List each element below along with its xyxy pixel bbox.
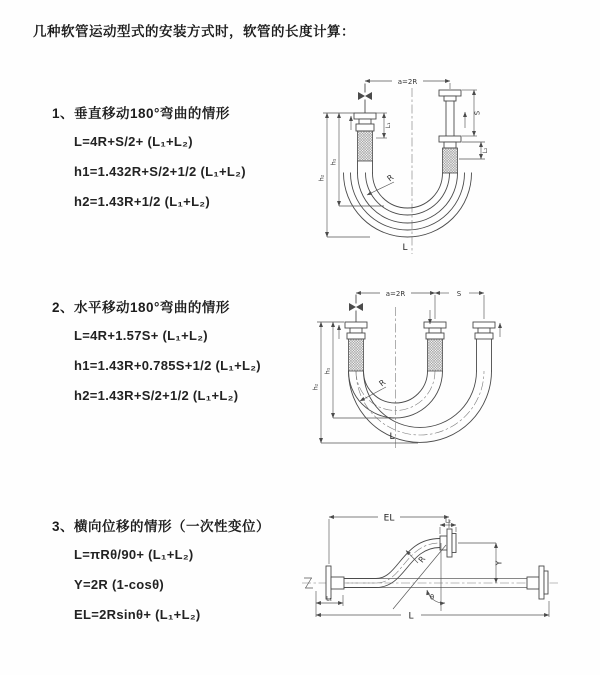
- dim-h1-label: h₁: [329, 158, 338, 166]
- left-flange: [354, 113, 376, 161]
- valve-icon: [349, 295, 363, 322]
- dim-l2-label: L₂: [445, 517, 451, 525]
- section-2: [52, 296, 261, 411]
- s-curve-hose: [344, 539, 440, 588]
- braid-section: [349, 339, 364, 371]
- dim-h1-label: h₁: [323, 367, 332, 375]
- upper-right-flange: [440, 529, 456, 557]
- dim-h2-label: h₂: [317, 174, 326, 182]
- dim-l1-label: L₁: [326, 595, 332, 603]
- dim-a2r-label: a=2R: [397, 78, 418, 86]
- dimensions: [318, 78, 490, 253]
- section-1-heading: 1、垂直移动180°弯曲的情形: [52, 106, 230, 121]
- section-3-heading: 3、横向位移的情形（一次性变位）: [52, 519, 271, 534]
- section-2-formula-h2: h2=1.43R+S/2+1/2 (L₁+L₂): [74, 388, 239, 403]
- dim-r-label: R: [377, 377, 388, 389]
- left-flange: [345, 322, 367, 371]
- dimensions: [312, 290, 485, 443]
- dim-l-label: L: [389, 432, 395, 442]
- section-3-formula-L: L=πRθ/90+ (L₁+L₂): [74, 547, 194, 562]
- section-3: [52, 515, 270, 630]
- section-2-heading: 2、水平移动180°弯曲的情形: [52, 300, 230, 315]
- dimensions: [316, 514, 549, 622]
- dim-l1-label: L₁: [385, 122, 392, 129]
- section-1-formula-h1: h1=1.432R+S/2+1/2 (L₁+L₂): [74, 164, 246, 179]
- left-flange: [326, 566, 344, 599]
- dim-s-label: S: [473, 110, 482, 116]
- braid-section: [428, 339, 443, 371]
- braid-section: [443, 148, 458, 173]
- right-flange-displaced: [473, 322, 495, 371]
- dim-el-label: EL: [383, 513, 395, 524]
- right-flange-upper: [439, 90, 461, 136]
- braid-section: [358, 131, 373, 161]
- dim-theta-label: θ: [429, 593, 435, 602]
- dim-s-label: S: [456, 289, 462, 298]
- section-3-formula-Y: Y=2R (1-cosθ): [74, 577, 165, 592]
- hose-arcs: [349, 371, 492, 442]
- diagram-vertical-180-bend: [308, 66, 540, 262]
- valve-icon: [358, 84, 372, 113]
- section-1-formula-L: L=4R+S/2+ (L₁+L₂): [74, 134, 193, 149]
- section-3-formula-EL: EL=2Rsinθ+ (L₁+L₂): [74, 607, 201, 622]
- section-1: [52, 102, 246, 217]
- diagram-lateral-displacement: [296, 503, 600, 653]
- dim-l2-label: L₂: [482, 147, 489, 154]
- dim-l-label: L: [408, 611, 414, 622]
- page-title: 几种软管运动型式的安装方式时，软管的长度计算：: [33, 24, 355, 39]
- dim-h2-label: h₂: [311, 383, 320, 391]
- dim-a2r-label: a=2R: [385, 289, 406, 298]
- dim-y-label: Y: [494, 560, 504, 566]
- dim-l-label: L: [402, 243, 408, 253]
- middle-flange: [424, 322, 446, 371]
- dim-r-label: R: [385, 172, 396, 184]
- section-1-formula-h2: h2=1.43R+1/2 (L₁+L₂): [74, 194, 211, 209]
- dim-r-label: R: [416, 554, 428, 565]
- section-2-formula-h1: h1=1.43R+0.785S+1/2 (L₁+L₂): [74, 358, 261, 373]
- ghost-straight-position: [344, 566, 548, 599]
- right-flange-lower: [439, 136, 461, 173]
- section-2-formula-L: L=4R+1.57S+ (L₁+L₂): [74, 328, 208, 343]
- diagram-horizontal-180-bend: [308, 279, 600, 465]
